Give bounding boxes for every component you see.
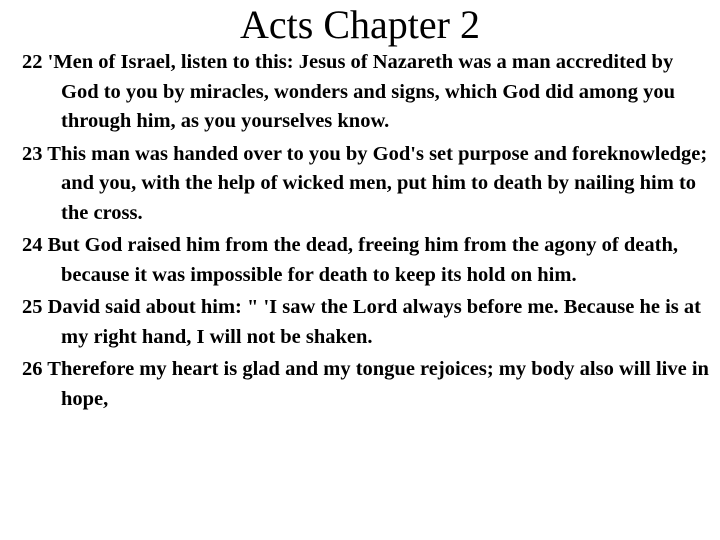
verse-text: 'Men of Israel, listen to this: Jesus of Nazareth was a man accredited by God to you by miracles, wonders and signs, which God did among you through him, as you yourselves know. (47, 51, 675, 132)
verse-number: 23 (22, 142, 43, 165)
verse-22 (22, 48, 712, 137)
slide-title: Acts Chapter 2 (240, 2, 480, 47)
verse-23 (22, 140, 712, 229)
verse-number: 26 (22, 358, 43, 380)
verse-text: David said about him: " 'I saw the Lord always before me. Because he is at my right hand, I will not be shaken. (47, 296, 701, 348)
verse-number: 25 (22, 296, 43, 318)
verse-text: But God raised him from the dead, freeing him from the agony of death, because it was impossible for death to keep its hold on him. (47, 234, 678, 286)
verse-25 (22, 293, 712, 352)
verse-number: 24 (22, 234, 43, 256)
verse-list (22, 48, 712, 417)
verse-text: Therefore my heart is glad and my tongue rejoices; my body also will live in hope, (47, 358, 709, 410)
verse-text: This man was handed over to you by God's set purpose and foreknowledge; and you, with the help of wicked men, put him to death by nailing him to the cross. (47, 142, 708, 224)
verse-number: 22 (22, 51, 43, 73)
verse-24 (22, 231, 712, 290)
verse-26 (22, 355, 712, 414)
